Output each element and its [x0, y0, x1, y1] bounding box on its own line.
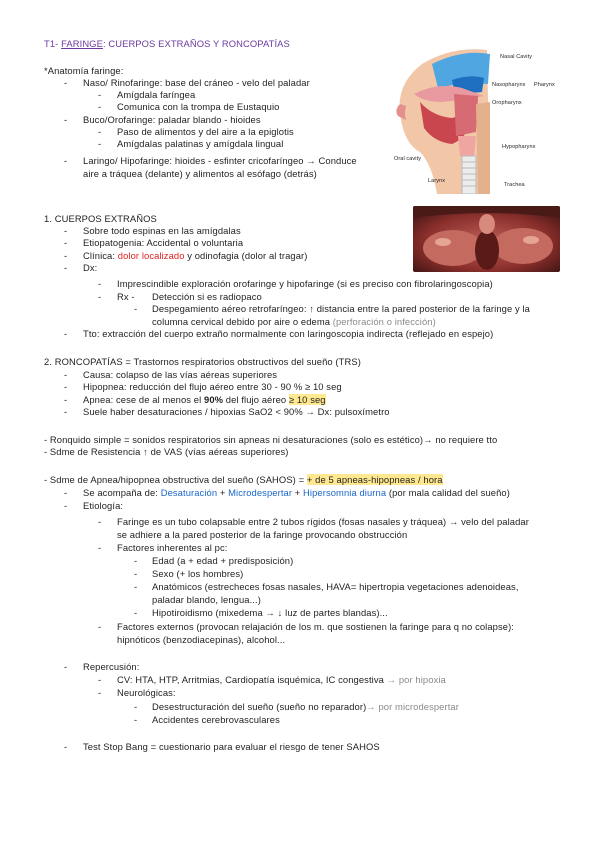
repercusion-cv	[117, 674, 446, 686]
s1-bullet3	[83, 250, 307, 262]
bullet: -	[64, 77, 68, 88]
section2-heading: 2. RONCOPATÍAS = Trastornos respiratorios obstructivos del sueño (TRS)	[44, 356, 361, 367]
neuro-2: Accidentes cerebrovasculares	[152, 714, 280, 725]
factor-hipotiroidismo: Hipotiroidismo (mixedema → ↓ luz de partes blandas)...	[152, 607, 388, 618]
page-title	[44, 38, 290, 50]
bullet: -	[98, 516, 102, 527]
factor-edad: Edad (a + edad + predisposición)	[152, 555, 294, 566]
factor-anatomicos-line1: Anatómicos (estrecheces fosas nasales, HAVA= hipertropia vegetaciones adenoideas,	[152, 581, 519, 592]
s2-bullet2: Hipopnea: reducción del flujo aéreo entre 30 - 90 % ≥ 10 seg	[83, 381, 342, 392]
sahos-heading-text: - Sdme de Apnea/hipopnea obstructiva del sueño (SAHOS) =	[44, 474, 307, 485]
plus-sign: +	[292, 487, 304, 498]
bullet: -	[134, 568, 138, 579]
acompana-label: Se acompaña de:	[83, 487, 161, 498]
bullet: -	[98, 101, 102, 112]
rx-sub1: Despegamiento aéreo retrofaríngeo: ↑ distancia entre la pared posterior de la faringe y la	[152, 303, 530, 314]
bullet: -	[64, 500, 68, 511]
s2-bullet3	[83, 394, 326, 406]
s1-bullet2: Etiopatogenia: Accidental o voluntaria	[83, 237, 244, 248]
throat-photo-drawing	[413, 206, 560, 272]
throat-photo	[413, 206, 560, 272]
hipersomnia-term: Hipersomnia diurna	[303, 487, 387, 498]
dx-line1: Imprescindible exploración orofaringe y hipofaringe (si es preciso con fibrolaringoscopia)	[117, 278, 493, 289]
rx-sub2-gray: (perforación o infección)	[332, 316, 436, 327]
label-oropharynx: Oropharynx	[492, 100, 522, 106]
s1-tto: Tto: extracción del cuerpo extraño normalmente con laringoscopia indirecta (reflejado en espejo)	[83, 328, 494, 339]
sahos-highlight: + de 5 apneas-hipopneas / hora	[306, 474, 443, 485]
naso-line: Naso/ Rinofaringe: base del cráneo - velo del paladar	[83, 77, 310, 88]
bullet: -	[98, 138, 102, 149]
bullet: -	[134, 555, 138, 566]
microdespertar-term: Microdespertar	[228, 487, 293, 498]
apnea-pre: Apnea: cese de al menos el	[83, 394, 205, 405]
bullet: -	[64, 381, 68, 392]
apnea-highlight: ≥ 10 seg	[288, 394, 326, 405]
bullet: -	[64, 741, 68, 752]
resistencia-line: - Sdme de Resistencia ↑ de VAS (vías aéreas superiores)	[44, 446, 289, 457]
repercusion-neuro: Neurológicas:	[117, 687, 176, 698]
pharynx-anatomy-figure	[392, 44, 558, 194]
stop-bang-line: Test Stop Bang = cuestionario para evaluar el riesgo de tener SAHOS	[83, 741, 380, 752]
factores-externos-line2: hipnóticos (benzodiacepinas), alcohol...	[117, 634, 286, 645]
cv-text: CV: HTA, HTP, Arritmias, Cardiopatía isquémica, IC congestiva	[117, 674, 387, 685]
label-nasopharynx: Nasopharynx	[492, 82, 526, 88]
factor-sexo: Sexo (+ los hombres)	[152, 568, 244, 579]
bullet: -	[64, 369, 68, 380]
cv-gray: → por hipoxia	[386, 674, 446, 685]
apnea-mid: del flujo aéreo	[223, 394, 289, 405]
factores-inherentes: Factores inherentes al pc:	[117, 542, 228, 553]
bullet: -	[98, 687, 102, 698]
neuro-1	[152, 701, 459, 713]
etiologia-1-line1: Faringe es un tubo colapsable entre 2 tubos rígidos (fosas nasales y tráquea) → velo del paladar	[117, 516, 529, 527]
label-larynx: Larynx	[428, 178, 446, 184]
s1-bullet1: Sobre todo espinas en las amígdalas	[83, 225, 241, 236]
bullet: -	[98, 89, 102, 100]
naso-sub2: Comunica con la trompa de Eustaquio	[117, 101, 280, 112]
bullet: -	[64, 394, 68, 405]
acompana-rest: (por mala calidad del sueño)	[386, 487, 510, 498]
bullet: -	[134, 303, 138, 314]
sahos-heading	[44, 474, 443, 486]
bullet: -	[64, 406, 68, 417]
neuro-1-text: Desestructuración del sueño (sueño no reparador)	[152, 701, 367, 712]
s2-bullet4: Suele haber desaturaciones / hipoxias SaO2 < 90% → Dx: pulsoxímetro	[83, 406, 390, 417]
bullet: -	[64, 114, 68, 125]
label-nasal-cavity: Nasal Cavity	[500, 54, 533, 60]
acompana-line	[83, 487, 510, 499]
title-prefix: T1-	[44, 38, 62, 49]
s2-bullet1: Causa: colapso de las vías aéreas superiores	[83, 369, 278, 380]
bullet: -	[64, 250, 68, 261]
title-link[interactable]: FARINGE	[61, 38, 103, 49]
neuro-1-gray: → por microdespertar	[366, 701, 459, 712]
rx-label: Rx -	[117, 291, 135, 302]
bullet: -	[98, 126, 102, 137]
etiologia-1-line2: se adhiere a la pared posterior de la faringe provocando obstrucción	[117, 529, 408, 540]
title-rest: : CUERPOS EXTRAÑOS Y RONCOPATÍAS	[102, 38, 290, 49]
bullet: -	[64, 487, 68, 498]
bullet: -	[134, 607, 138, 618]
laringo-line1: Laringo/ Hipofaringe: hioides - esfinter cricofaríngeo → Conduce	[83, 155, 357, 166]
ronquido-line: - Ronquido simple = sonidos respiratorios sin apneas ni desaturaciones (solo es estético)→ no requiere tto	[44, 434, 498, 445]
rx-sub2	[152, 316, 436, 328]
clinica-red: dolor localizado	[117, 250, 185, 261]
bullet: -	[64, 262, 68, 273]
rx-text: Detección si es radiopaco	[152, 291, 262, 302]
label-trachea: Trachea	[504, 182, 525, 188]
rx-sub2-text: columna cervical debido por aire o edema	[152, 316, 333, 327]
clinica-label: Clínica:	[83, 250, 118, 261]
repercusion-heading: Repercusión:	[83, 661, 140, 672]
laringo-line2: aire a tráquea (delante) y alimentos al esófago (detrás)	[83, 168, 317, 179]
buco-sub2: Amígdalas palatinas y amígdala lingual	[117, 138, 284, 149]
factores-externos-line1: Factores externos (provocan relajación de los m. que sostienen la faringe para q no colapse):	[117, 621, 515, 632]
bullet: -	[134, 714, 138, 725]
bullet: -	[134, 701, 138, 712]
bullet: -	[134, 581, 138, 592]
bullet: -	[98, 278, 102, 289]
pharynx-anatomy-drawing	[392, 44, 558, 194]
etiologia-heading: Etiología:	[83, 500, 124, 511]
label-hypopharynx: Hypopharynx	[502, 144, 536, 150]
s1-bullet4: Dx:	[83, 262, 98, 273]
bullet: -	[64, 328, 68, 339]
buco-line: Buco/Orofaringe: paladar blando - hioides	[83, 114, 261, 125]
plus-sign: +	[217, 487, 229, 498]
bullet: -	[98, 674, 102, 685]
bullet: -	[98, 621, 102, 632]
bullet: -	[64, 237, 68, 248]
apnea-bold: 90%	[204, 394, 224, 405]
bullet: -	[98, 291, 102, 302]
factor-anatomicos-line2: paladar blando, lengua...)	[152, 594, 261, 605]
bullet: -	[98, 542, 102, 553]
bullet: -	[64, 661, 68, 672]
desaturacion-term: Desaturación	[160, 487, 218, 498]
label-oral-cavity: Oral cavity	[394, 156, 422, 162]
buco-sub1: Paso de alimentos y del aire a la epiglotis	[117, 126, 294, 137]
bullet: -	[64, 155, 68, 166]
naso-sub1: Amígdala faríngea	[117, 89, 196, 100]
label-pharynx: Pharynx	[534, 82, 555, 88]
section1-heading: 1. CUERPOS EXTRAÑOS	[44, 213, 157, 224]
clinica-rest: y odinofagia (dolor al tragar)	[184, 250, 308, 261]
anatomy-heading: *Anatomía faringe:	[44, 65, 124, 76]
bullet: -	[64, 225, 68, 236]
